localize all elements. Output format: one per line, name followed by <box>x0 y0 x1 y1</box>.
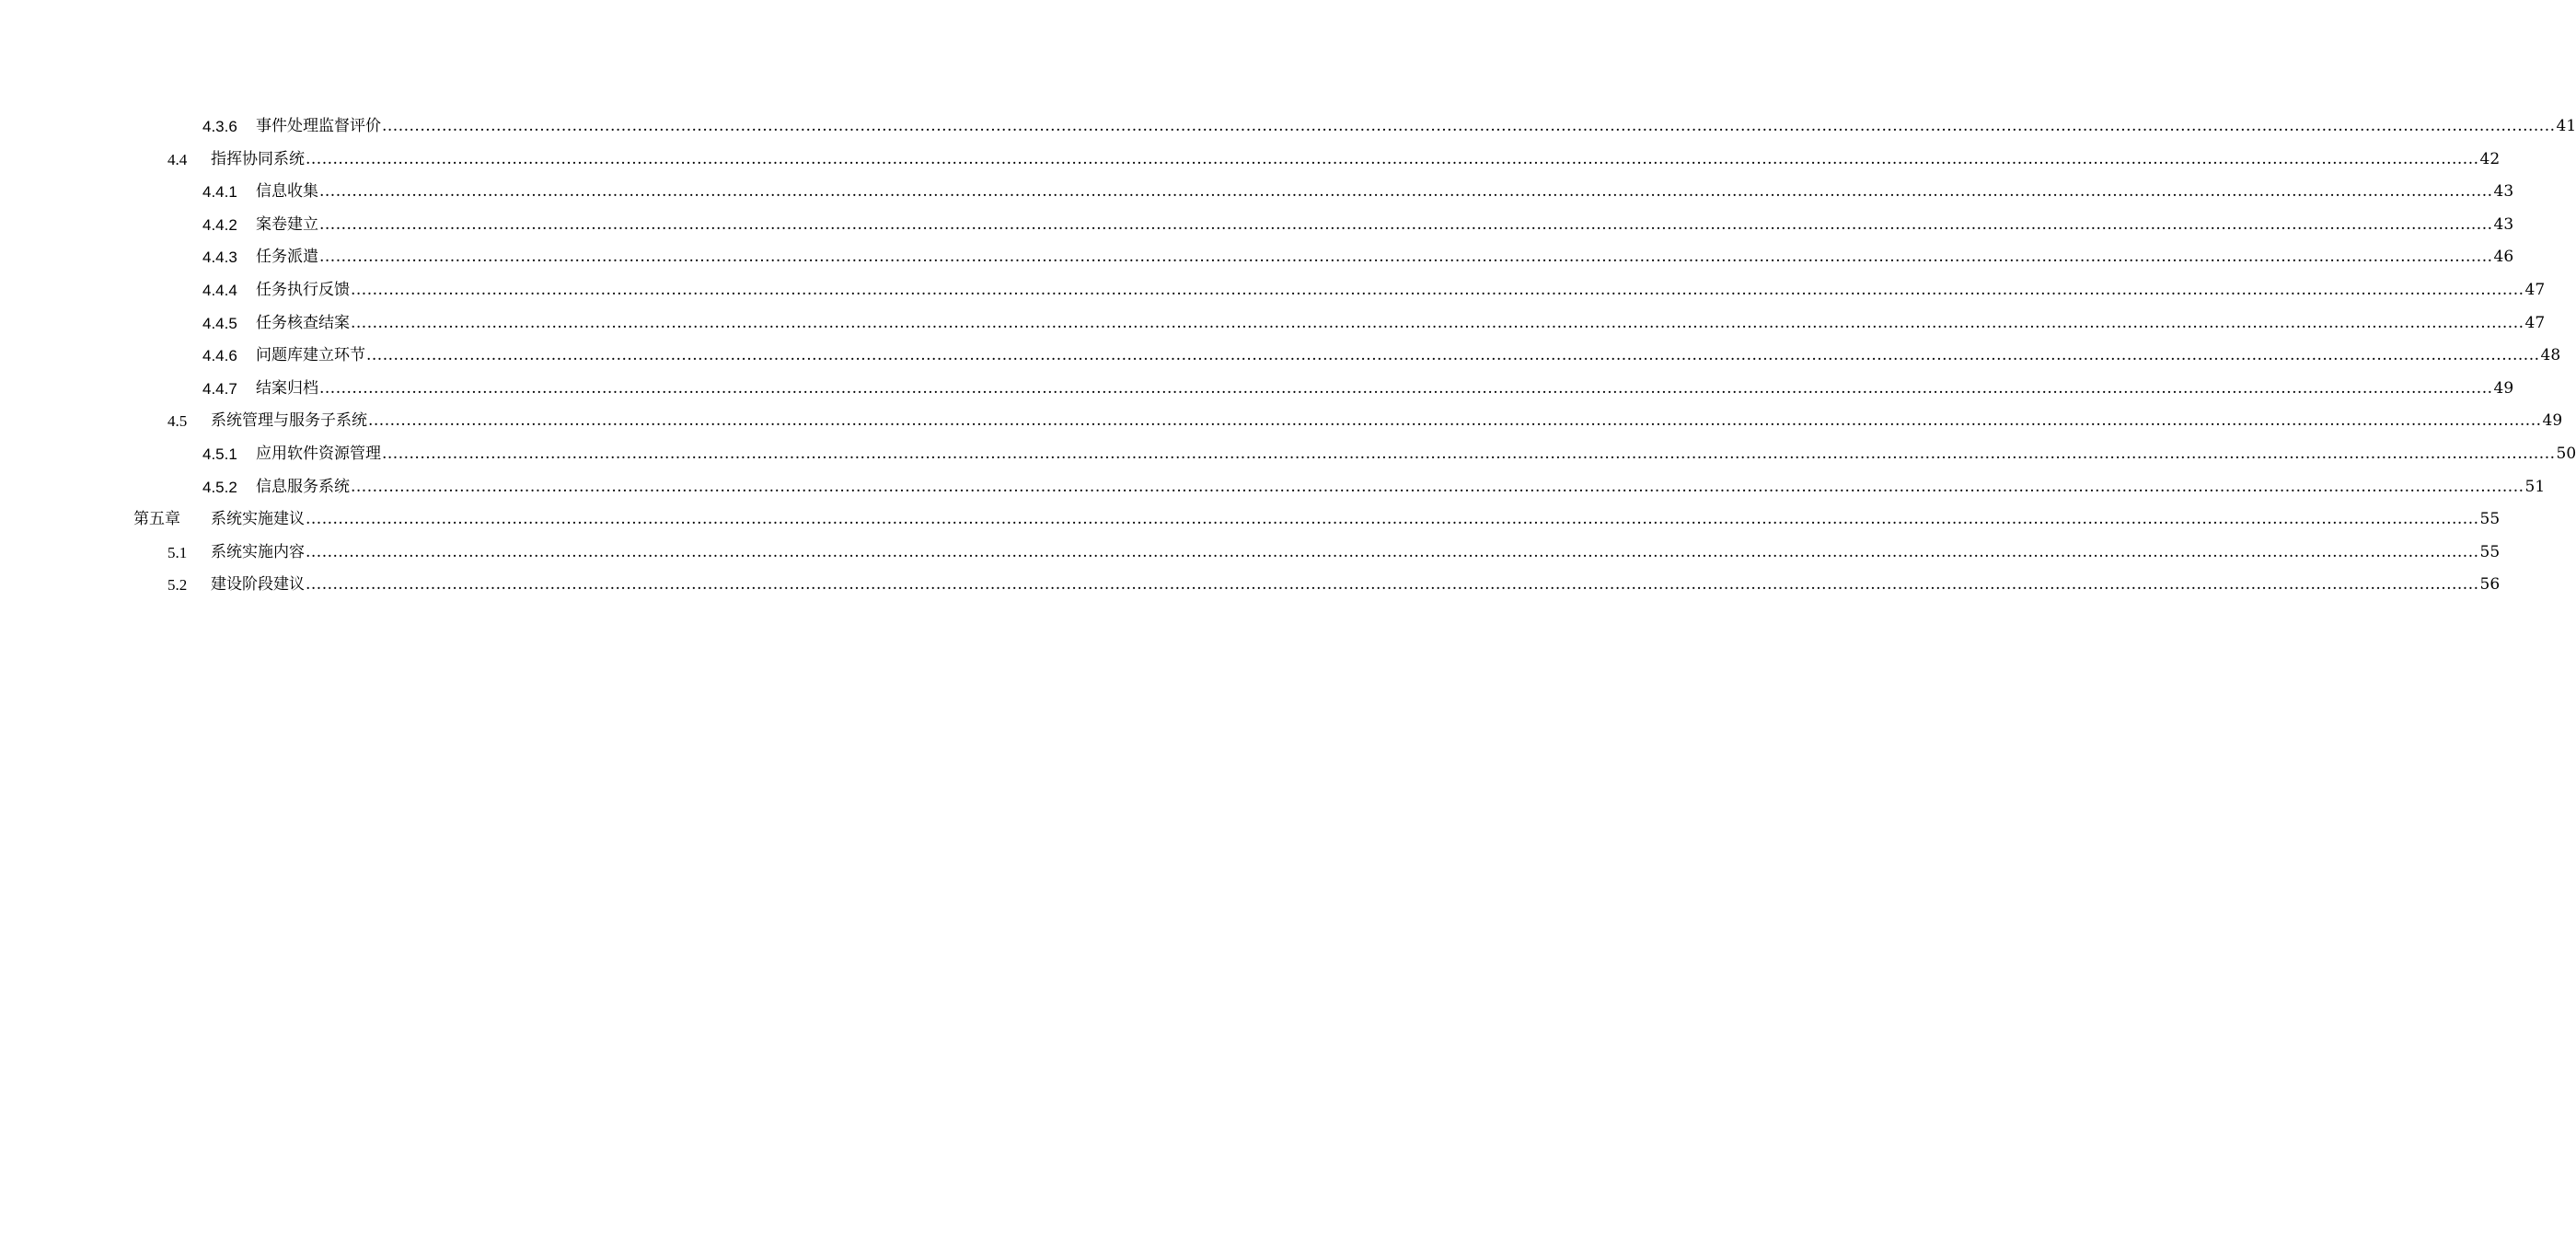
toc-entry[interactable] <box>0 340 2561 373</box>
toc-entry-page: 55 <box>2479 542 2501 561</box>
dot-leader: ................................................................................................................................................................................................................................................................................................................................................................................................................ <box>351 313 2524 332</box>
toc-entry-page: 46 <box>2493 248 2514 267</box>
dot-leader: ................................................................................................................................................................................................................................................................................................................................................................................................................ <box>306 510 2479 529</box>
table-of-contents <box>0 110 2576 602</box>
toc-entry-page: 43 <box>2493 182 2514 202</box>
toc-entry-page: 50 <box>2556 444 2576 463</box>
toc-entry[interactable] <box>0 241 2514 274</box>
toc-entry-title: 结案归档 <box>256 378 318 398</box>
toc-entry[interactable] <box>0 209 2514 242</box>
toc-entry-number: 5.1 <box>167 543 188 561</box>
toc-entry[interactable] <box>0 373 2514 406</box>
toc-entry-number: 4.4 <box>167 150 188 168</box>
toc-entry[interactable] <box>0 537 2501 570</box>
toc-entry-title: 系统实施内容 <box>211 542 305 561</box>
toc-entry-page: 49 <box>2542 411 2563 431</box>
toc-entry-number: 4.4.7 <box>202 379 237 398</box>
toc-entry-page: 49 <box>2493 378 2514 398</box>
toc-entry-number: 4.3.6 <box>202 118 237 135</box>
dot-leader: ................................................................................................................................................................................................................................................................................................................................................................................................................ <box>366 346 2540 365</box>
toc-entry[interactable] <box>0 569 2501 602</box>
toc-entry-number: 第五章 <box>133 510 180 529</box>
toc-entry-number: 4.5.2 <box>202 478 237 496</box>
dot-leader: ................................................................................................................................................................................................................................................................................................................................................................................................................ <box>319 214 2493 234</box>
toc-entry-title: 任务核查结案 <box>256 313 350 332</box>
toc-entry[interactable] <box>0 471 2546 504</box>
dot-leader: ................................................................................................................................................................................................................................................................................................................................................................................................................ <box>306 575 2479 595</box>
toc-entry-title: 系统实施建议 <box>211 510 305 529</box>
dot-leader: ................................................................................................................................................................................................................................................................................................................................................................................................................ <box>382 444 2556 463</box>
dot-leader: ................................................................................................................................................................................................................................................................................................................................................................................................................ <box>319 182 2493 202</box>
dot-leader: ................................................................................................................................................................................................................................................................................................................................................................................................................ <box>368 411 2542 431</box>
toc-entry-title: 信息收集 <box>256 182 318 202</box>
toc-entry[interactable] <box>0 144 2501 177</box>
toc-entry-number: 4.5.1 <box>202 445 237 463</box>
toc-entry-number: 4.4.6 <box>202 347 237 365</box>
toc-entry-title: 建设阶段建议 <box>211 575 305 595</box>
toc-entry-page: 42 <box>2479 149 2501 168</box>
toc-entry-title: 系统管理与服务子系统 <box>211 411 367 431</box>
dot-leader: ................................................................................................................................................................................................................................................................................................................................................................................................................ <box>319 378 2493 398</box>
toc-entry[interactable] <box>0 176 2514 209</box>
toc-entry-title: 任务执行反馈 <box>256 280 350 299</box>
toc-entry-title: 指挥协同系统 <box>211 149 305 168</box>
toc-entry-page: 47 <box>2524 313 2546 332</box>
toc-entry-page: 48 <box>2540 346 2561 365</box>
toc-entry-number: 4.4.3 <box>202 249 237 267</box>
toc-entry-page: 47 <box>2524 280 2546 299</box>
toc-entry[interactable] <box>0 405 2563 438</box>
toc-entry-title: 应用软件资源管理 <box>256 444 381 463</box>
toc-entry-page: 55 <box>2479 510 2501 529</box>
dot-leader: ................................................................................................................................................................................................................................................................................................................................................................................................................ <box>306 542 2479 561</box>
toc-entry-number: 4.4.4 <box>202 281 237 299</box>
toc-entry[interactable] <box>0 438 2576 471</box>
dot-leader: ................................................................................................................................................................................................................................................................................................................................................................................................................ <box>351 280 2524 299</box>
toc-entry-title: 事件处理监督评价 <box>256 117 381 135</box>
toc-entry[interactable] <box>0 307 2546 341</box>
toc-entry-title: 任务派遣 <box>256 248 318 267</box>
dot-leader: ................................................................................................................................................................................................................................................................................................................................................................................................................ <box>306 149 2479 168</box>
dot-leader: ................................................................................................................................................................................................................................................................................................................................................................................................................ <box>382 117 2556 135</box>
toc-entry-title: 信息服务系统 <box>256 477 350 496</box>
toc-entry-page: 51 <box>2524 477 2546 496</box>
toc-entry[interactable] <box>0 110 2576 144</box>
toc-entry-title: 问题库建立环节 <box>256 346 365 365</box>
toc-entry-page: 43 <box>2493 214 2514 234</box>
toc-entry-number: 4.5 <box>167 412 188 431</box>
toc-entry[interactable] <box>0 503 2501 537</box>
dot-leader: ................................................................................................................................................................................................................................................................................................................................................................................................................ <box>351 477 2524 496</box>
toc-entry-number: 5.2 <box>167 576 188 595</box>
toc-entry-title: 案卷建立 <box>256 214 318 234</box>
toc-entry-number: 4.4.1 <box>202 183 237 202</box>
toc-entry-page: 56 <box>2479 575 2501 595</box>
toc-entry-number: 4.4.5 <box>202 314 237 332</box>
toc-entry-number: 4.4.2 <box>202 215 237 234</box>
dot-leader: ................................................................................................................................................................................................................................................................................................................................................................................................................ <box>319 248 2493 267</box>
toc-entry[interactable] <box>0 274 2546 307</box>
toc-entry-page: 41 <box>2556 117 2576 135</box>
